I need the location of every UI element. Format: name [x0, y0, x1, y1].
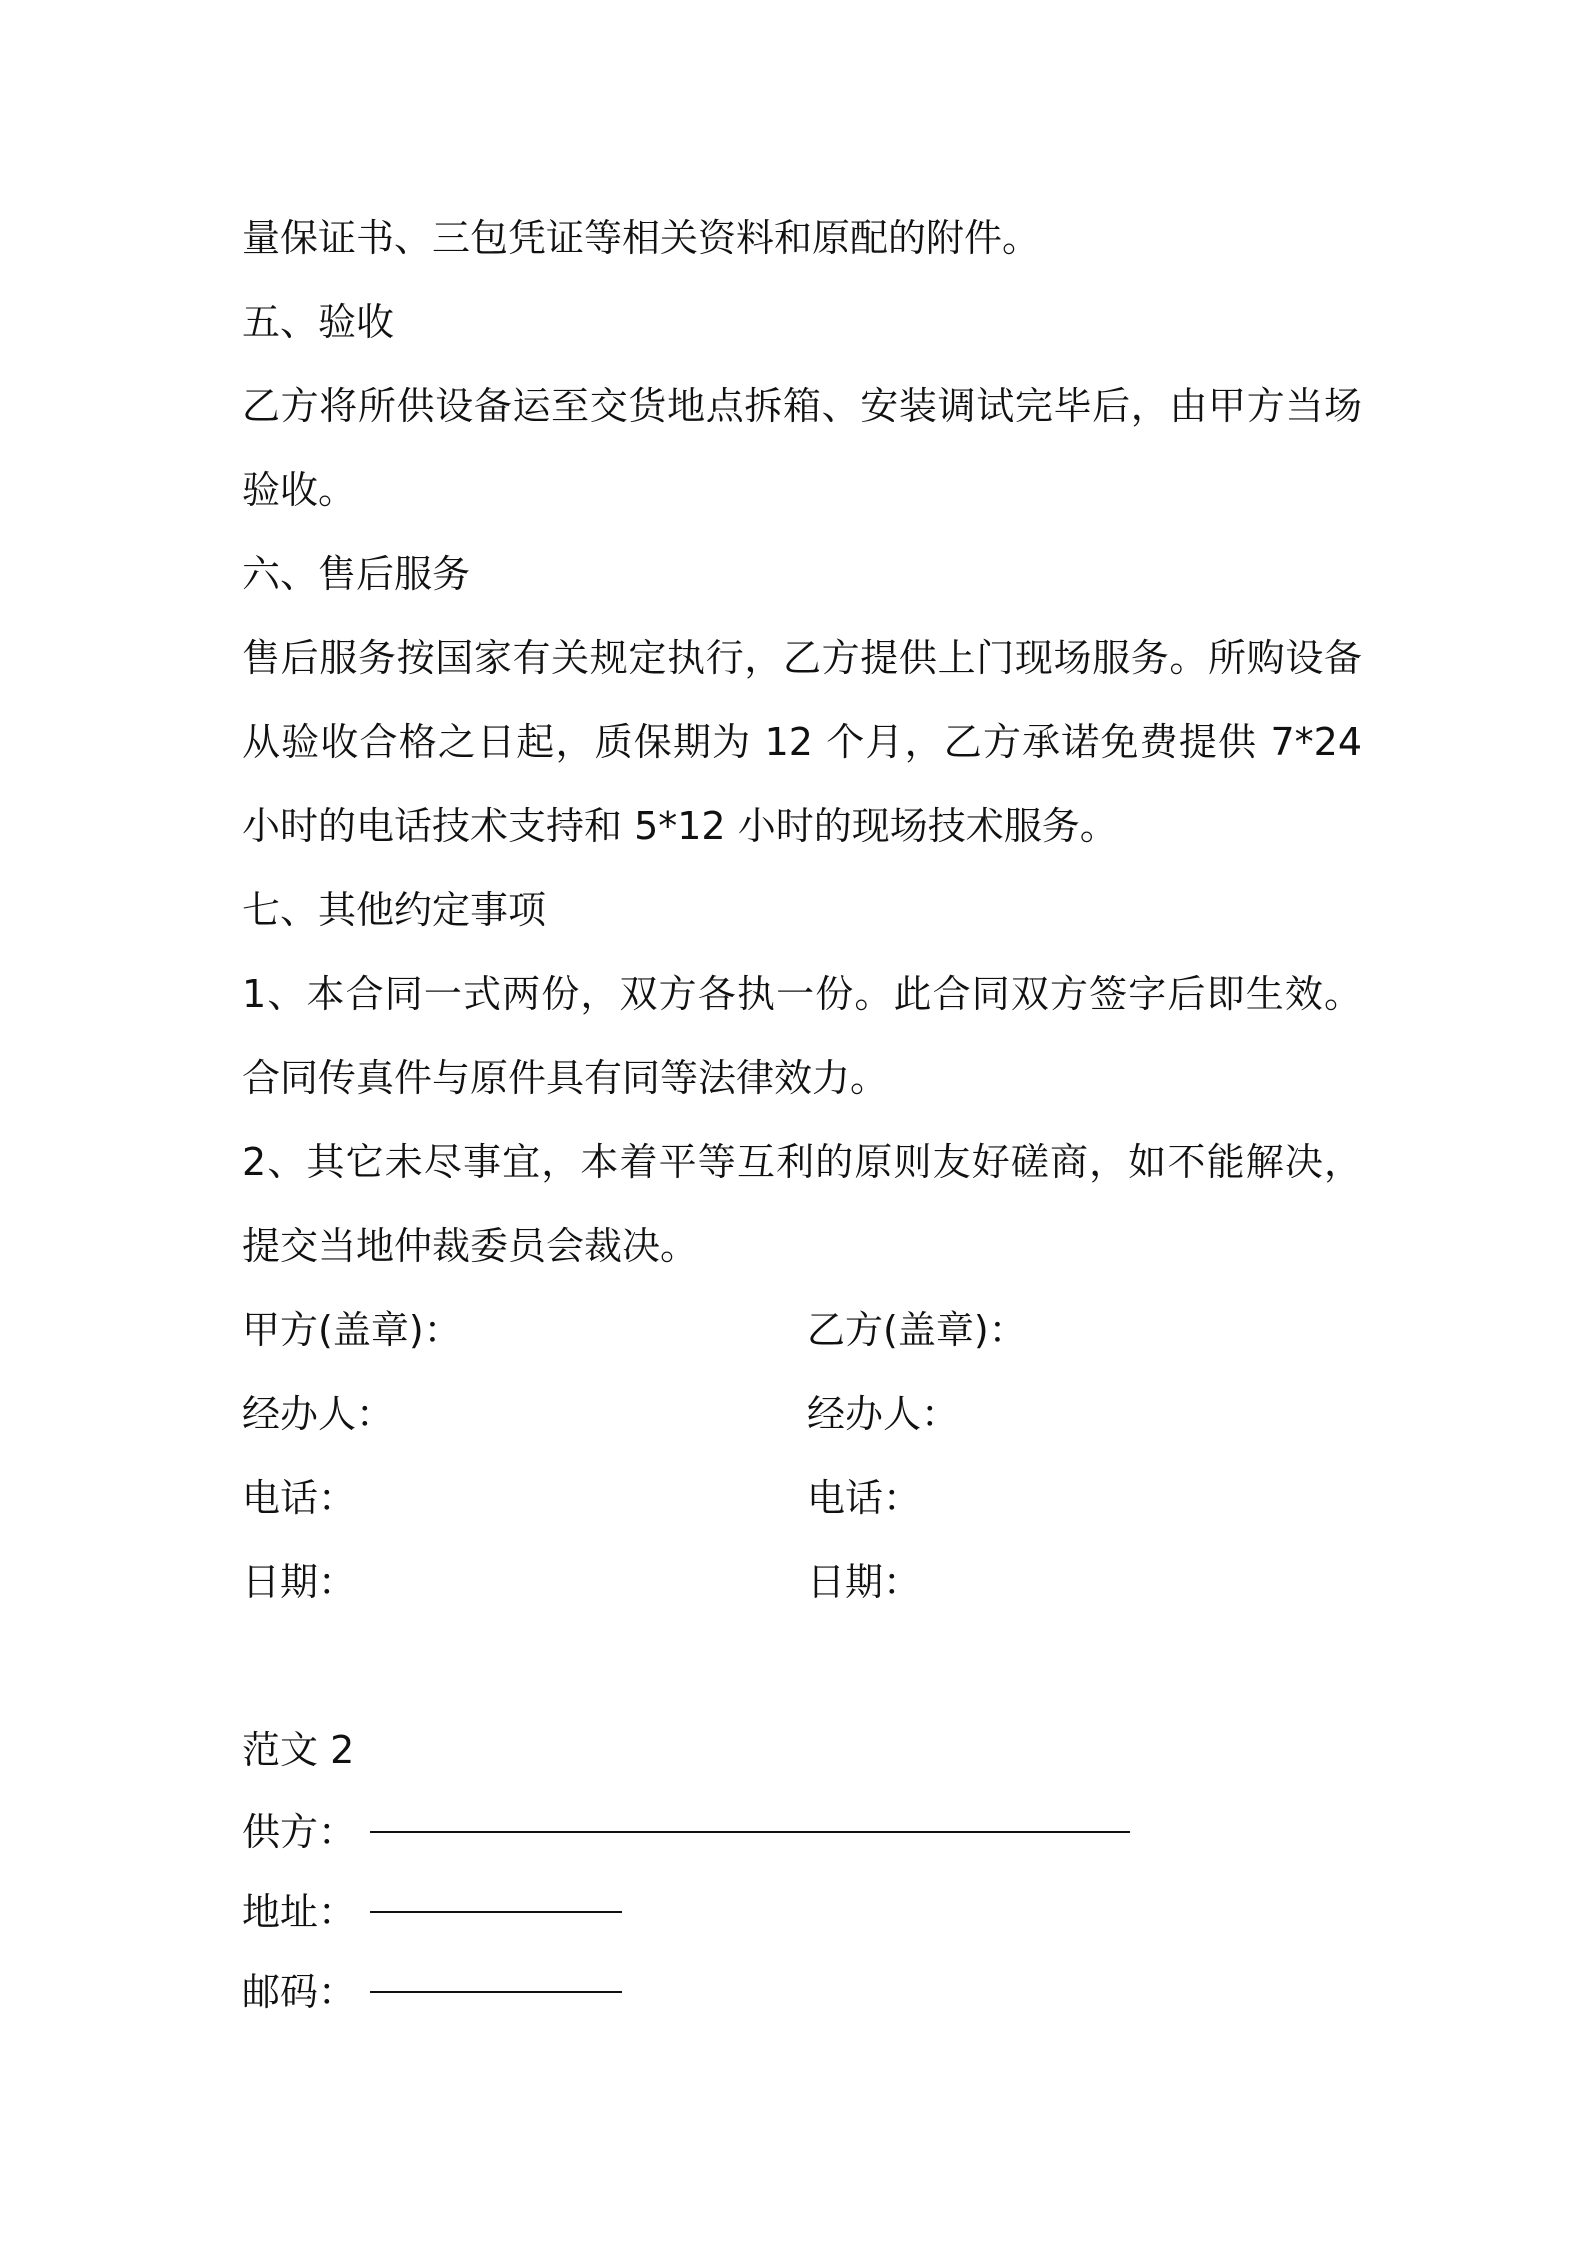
party-b-phone-label: 电话： [807, 1476, 922, 1520]
signature-row-phone [242, 1456, 1362, 1540]
address-label: 地址： [242, 1890, 357, 1934]
address-blank-line [370, 1881, 622, 1913]
signature-row-date [242, 1540, 1362, 1624]
supplier-blank-line [370, 1801, 1130, 1833]
section-5-body: 乙方将所供设备运至交货地点拆箱、安装调试完毕后，由甲方当场验收。 [242, 384, 1362, 512]
supplier-label: 供方： [242, 1810, 357, 1854]
section-5-heading: 五、验收 [242, 300, 395, 344]
sample-2-title: 范文 2 [242, 1728, 355, 1772]
signature-row-seal [242, 1288, 1362, 1372]
party-b-date-label: 日期： [807, 1560, 922, 1604]
address-field [242, 1872, 1362, 1952]
section-7-heading: 七、其他约定事项 [242, 888, 547, 932]
section-spacer [242, 1624, 1362, 1708]
section-6-body: 售后服务按国家有关规定执行，乙方提供上门现场服务。所购设备从验收合格之日起，质保期为 12 个月，乙方承诺免费提供 7*24 小时的电话技术支持和 5*12 小时的现场技术服务。 [242, 636, 1362, 848]
section-6-heading: 六、售后服务 [242, 552, 471, 596]
party-a-handler-label: 经办人： [242, 1392, 395, 1436]
party-a-seal-label: 甲方(盖章)： [242, 1308, 462, 1352]
postcode-label: 邮码： [242, 1970, 357, 2014]
party-b-handler-label: 经办人： [807, 1392, 960, 1436]
document-page [242, 196, 1362, 2032]
party-a-phone-label: 电话： [242, 1476, 357, 1520]
party-b-seal-label: 乙方(盖章)： [807, 1308, 1027, 1352]
section-7-item-2: 2、其它未尽事宜，本着平等互利的原则友好磋商，如不能解决，提交当地仲裁委员会裁决。 [242, 1140, 1362, 1268]
party-a-date-label: 日期： [242, 1560, 357, 1604]
signature-row-handler [242, 1372, 1362, 1456]
section-7-item-1: 1、本合同一式两份，双方各执一份。此合同双方签字后即生效。合同传真件与原件具有同等法律效力。 [242, 972, 1362, 1100]
supplier-field [242, 1792, 1362, 1872]
continuation-text: 量保证书、三包凭证等相关资料和原配的附件。 [242, 216, 1041, 260]
postcode-field [242, 1952, 1362, 2032]
signature-block [242, 1288, 1362, 1624]
postcode-blank-line [370, 1961, 622, 1993]
